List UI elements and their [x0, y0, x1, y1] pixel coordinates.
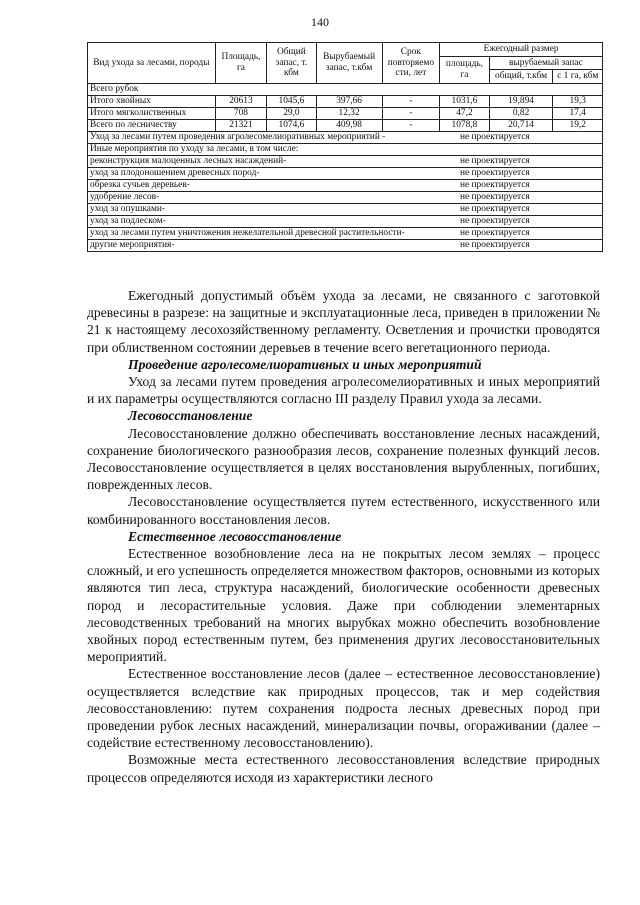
header-area: Площадь, га	[215, 43, 266, 84]
paragraph: Лесовосстановление осуществляется путем естественного, искусственного или комбинированного восстановления лесов.	[87, 494, 600, 527]
cell-area: 21321	[215, 119, 266, 131]
table-row	[88, 131, 603, 143]
table-row	[88, 215, 603, 227]
table-row	[88, 239, 603, 251]
cell-total: 1045,6	[267, 95, 316, 107]
cell-total: 1074,6	[267, 119, 316, 131]
row-label: Уход за лесами путем проведения агролесомелиоративных мероприятий -	[90, 131, 386, 142]
cell-area: 708	[215, 107, 266, 119]
header-annual-total: общий, т.кбм	[489, 70, 553, 84]
status-text: не проектируется	[460, 155, 530, 166]
table-row	[88, 143, 603, 155]
cell-period: -	[382, 95, 440, 107]
paragraph: Уход за лесами путем проведения агролесомелиоративных и иных мероприятий и их параметры осуществляются согласно III разделу Правил ухода за лесами.	[87, 374, 600, 407]
cell-annual-total: 0,82	[489, 107, 553, 119]
header-period: Срок повторяемо сти, лет	[382, 43, 440, 84]
paragraph: Возможные места естественного лесовосстановления вследствие природных процессов определяются исходя из характеристики лесного	[87, 752, 600, 785]
row-label: удобрение лесов-	[90, 191, 160, 202]
table-row	[88, 119, 603, 131]
table-row	[88, 203, 603, 215]
cell-area: 20613	[215, 95, 266, 107]
header-total-stock: Общий запас, т. кбм	[267, 43, 316, 84]
cell-annual-per-ha: 19,3	[553, 95, 603, 107]
section-heading: Проведение агролесомелиоративных и иных мероприятий	[128, 356, 482, 372]
paragraph: Лесовосстановление должно обеспечивать восстановление лесных насаждений, сохранение биологического разнообразия лесов, сохранение полезных функций лесов. Лесовосстановление осуществляется в целях восстановления вырубленных, погибших, поврежденных лесов.	[87, 425, 600, 493]
forest-care-table	[87, 42, 603, 252]
row-label: уход за подлеском-	[90, 215, 166, 226]
cell-annual-area: 1078,8	[440, 119, 489, 131]
section-title: Всего рубок	[88, 83, 603, 95]
header-annual-cut: вырубаемый запас	[489, 56, 602, 70]
page-number: 140	[311, 15, 329, 29]
status-text: не проектируется	[460, 227, 530, 238]
paragraph: Ежегодный допустимый объём ухода за лесами, не связанного с заготовкой древесины в разрезе: на защитные и эксплуатационные леса, приведен в приложении № 21 к настоящему лесохозяйственному регламенту. Осветления и прочистки проводятся при облиственном состоянии деревьев в течение всего вегетационного периода.	[87, 288, 600, 355]
cell-period: -	[382, 119, 440, 131]
header-annual-per-ha: с 1 га, кбм	[553, 70, 603, 84]
status-text: не проектируется	[460, 131, 530, 142]
cell-cut: 397,66	[316, 95, 382, 107]
table-row	[88, 179, 603, 191]
table-row	[88, 227, 603, 239]
row-label: уход за опушками-	[90, 203, 166, 214]
cell-annual-area: 1031,6	[440, 95, 489, 107]
body-text	[87, 287, 600, 786]
section-heading: Естественное лесовосстановление	[128, 528, 342, 544]
header-annual-area: площадь, га	[440, 56, 489, 83]
status-text: не проектируется	[460, 179, 530, 190]
row-label: Иные мероприятия по уходу за лесами, в том числе:	[90, 143, 299, 154]
table-row	[88, 107, 603, 119]
table-row	[88, 191, 603, 203]
header-cut-stock: Вырубаемый запас, т.кбм	[316, 43, 382, 84]
status-text: не проектируется	[460, 215, 530, 226]
status-text: не проектируется	[460, 239, 530, 250]
cell-total: 29,0	[267, 107, 316, 119]
row-label: уход за плодоношением древесных пород-	[90, 167, 260, 178]
cell-annual-total: 20,714	[489, 119, 553, 131]
table-row	[88, 167, 603, 179]
cell-period: -	[382, 107, 440, 119]
cell-annual-total: 19,894	[489, 95, 553, 107]
row-label: Всего по лесничеству	[88, 119, 216, 131]
table-row	[88, 155, 603, 167]
table-row	[88, 95, 603, 107]
row-label: другие мероприятия-	[90, 239, 175, 250]
header-annual: Ежегодный размер	[440, 43, 603, 57]
cell-annual-per-ha: 19,2	[553, 119, 603, 131]
cell-annual-per-ha: 17,4	[553, 107, 603, 119]
cell-cut: 12,32	[316, 107, 382, 119]
cell-annual-area: 47,2	[440, 107, 489, 119]
header-type: Вид ухода за лесами, породы	[88, 43, 216, 84]
cell-cut: 409,98	[316, 119, 382, 131]
row-label: обрезка сучьев деревьев-	[90, 179, 190, 190]
paragraph: Естественное восстановление лесов (далее – естественное лесовосстановление) осуществляется вследствие как природных процессов, так и мер содействия лесовосстановлению: путем сохранения подроста лесных древесных пород при проведении рубок лесных насаждений, минерализации почвы, огораживании (далее – содействие естественному лесовосстановлению).	[87, 666, 600, 751]
row-label: реконструкция малоценных лесных насаждений-	[90, 155, 287, 166]
paragraph: Естественное возобновление леса на не покрытых лесом землях – процесс сложный, и его успешность определяется множеством факторов, основными из которых являются тип леса, структура насаждений, биологические особенности древесных пород и лесорастительные условия. Даже при соблюдении элементарных лесоводственных требований на многих вырубках можно обеспечить возобновление хвойных пород естественным путем, без применения других лесовосстановительных мероприятий.	[87, 546, 601, 665]
row-label: Итого мягколиственных	[88, 107, 216, 119]
row-label: Итого хвойных	[88, 95, 216, 107]
section-heading: Лесовосстановление	[128, 408, 253, 424]
row-label: уход за лесами путем уничтожения нежелательной древесной растительности-	[90, 227, 405, 238]
status-text: не проектируется	[460, 167, 530, 178]
status-text: не проектируется	[460, 191, 530, 202]
status-text: не проектируется	[460, 203, 530, 214]
